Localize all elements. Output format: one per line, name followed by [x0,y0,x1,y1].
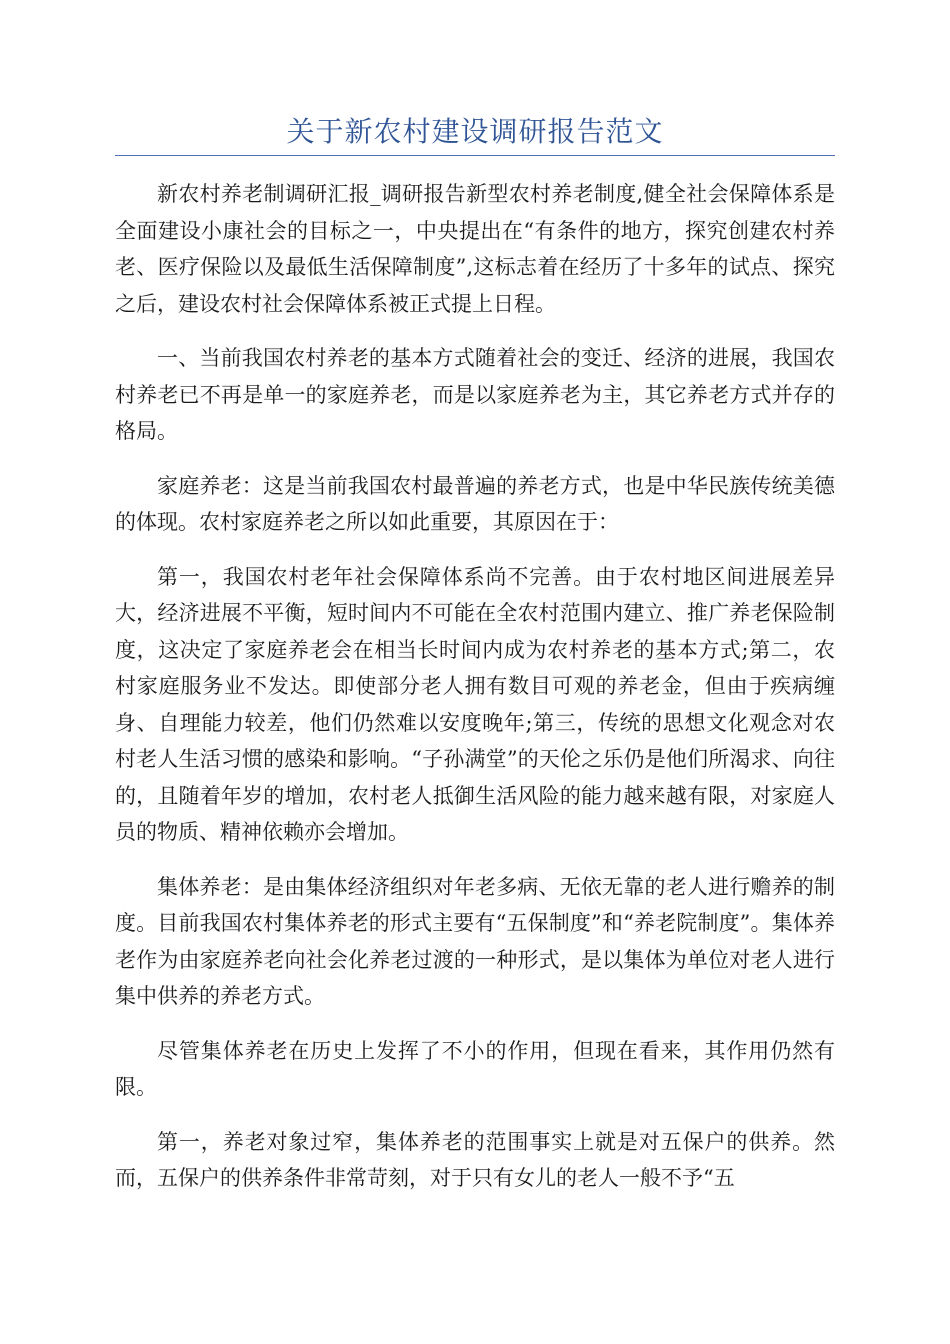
paragraph-1: 新农村养老制调研汇报_调研报告新型农村养老制度,健全社会保障体系是全面建设小康社会的目标之一，中央提出在“有条件的地方，探究创建农村养老、医疗保险以及最低生活保障制度”,这标志着在经历了十多年的试点、探究之后，建设农村社会保障体系被正式提上日程。 [115,182,835,316]
paragraph-3: 家庭养老：这是当前我国农村最普遍的养老方式，也是中华民族传统美德的体现。农村家庭养老之所以如此重要，其原因在于： [115,473,835,534]
document-title: 关于新农村建设调研报告范文 [286,115,664,148]
paragraph-5: 集体养老：是由集体经济组织对年老多病、无依无靠的老人进行赡养的制度。目前我国农村集体养老的形式主要有“五保制度”和“养老院制度”。集体养老作为由家庭养老向社会化养老过渡的一种形式，是以集体为单位对老人进行集中供养的养老方式。 [115,874,835,1008]
title-underline [115,155,835,156]
paragraph-7: 第一，养老对象过窄，集体养老的范围事实上就是对五保户的供养。然而，五保户的供养条件非常苛刻，对于只有女儿的老人一般不予“五 [115,1129,835,1190]
paragraph-4: 第一，我国农村老年社会保障体系尚不完善。由于农村地区间进展差异大，经济进展不平衡，短时间内不可能在全农村范围内建立、推广养老保险制度，这决定了家庭养老会在相当长时间内成为农村养老的基本方式;第二，农村家庭服务业不发达。即使部分老人拥有数目可观的养老金，但由于疾病缠身、自理能力较差，他们仍然难以安度晚年;第三，传统的思想文化观念对农村老人生活习惯的感染和影响。“子孙满堂”的天伦之乐仍是他们所渴求、向往的，且随着年岁的增加，农村老人抵御生活风险的能力越来越有限，对家庭人员的物质、精神依赖亦会增加。 [115,564,835,844]
document-body [115,176,835,1215]
paragraph-6: 尽管集体养老在历史上发挥了不小的作用，但现在看来，其作用仍然有限。 [115,1038,835,1099]
paragraph-2: 一、当前我国农村养老的基本方式随着社会的变迁、经济的进展，我国农村养老已不再是单一的家庭养老，而是以家庭养老为主，其它养老方式并存的格局。 [115,346,835,443]
